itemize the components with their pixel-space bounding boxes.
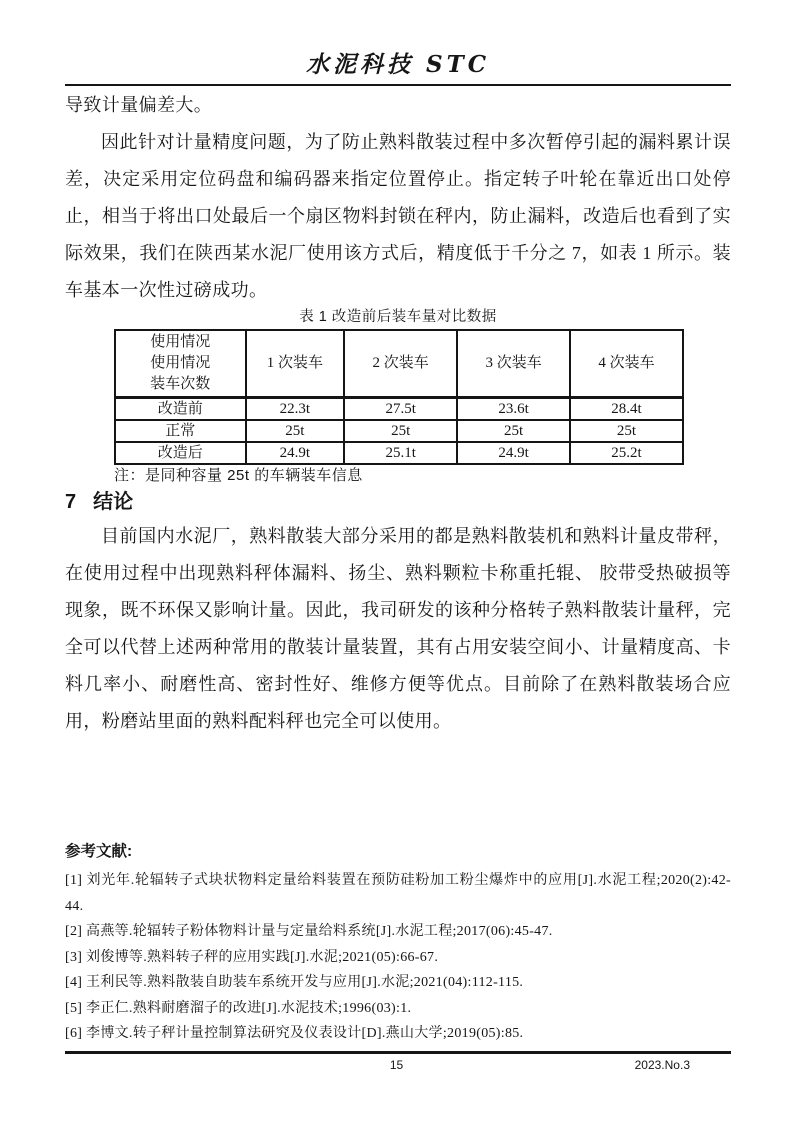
column-header: 4 次装车: [570, 330, 683, 397]
cell-value: 25t: [457, 420, 570, 442]
reference-item: [5] 李正仁.熟料耐磨溜子的改进[J].水泥技术;1996(03):1.: [65, 1000, 412, 1016]
cell-value: 25.2t: [570, 442, 683, 464]
cell-value: 23.6t: [457, 397, 570, 420]
table-header-row: [115, 330, 683, 397]
page-number: 15: [389, 1058, 404, 1072]
column-header: 1 次装车: [246, 330, 345, 397]
row-label: 正常: [115, 420, 246, 442]
reference-item: [3] 刘俊博等.熟料转子秤的应用实践[J].水泥;2021(05):66-67.: [65, 949, 439, 965]
table-row: [115, 442, 683, 464]
cell-value: 24.9t: [246, 442, 345, 464]
section-number: 7: [65, 491, 77, 513]
reference-item: [2] 高燕等.轮辐转子粉体物料计量与定量给料系统[J].水泥工程;2017(06):45-47.: [65, 924, 553, 939]
cell-value: 25t: [570, 420, 683, 442]
intro-paragraph: 因此针对计量精度问题，为了防止熟料散装过程中多次暂停引起的漏料累计误差，决定采用定位码盘和编码器来指定位置停止。指定转子叶轮在靠近出口处停止，相当于将出口处最后一个扇区物料封锁在秤内，防止漏料，改造后也看到了实际效果，我们在陕西某水泥厂使用该方式后，精度低于千分之 7，如表 1 所示。装车基本一次性过磅成功。: [65, 132, 731, 300]
corner-line: 使用情况: [150, 354, 211, 371]
intro-section: [65, 87, 731, 309]
column-header: 2 次装车: [344, 330, 457, 397]
comparison-table: [114, 329, 684, 465]
table-caption: 表 1 改造前后装车量对比数据: [299, 309, 497, 325]
section-title: 结论: [93, 491, 134, 513]
cell-value: 27.5t: [344, 397, 457, 420]
comparison-table-wrap: [114, 329, 684, 465]
table-corner-cell: [115, 330, 246, 397]
cell-value: 24.9t: [457, 442, 570, 464]
cell-value: 22.3t: [246, 397, 345, 420]
cell-value: 25t: [344, 420, 457, 442]
cell-value: 28.4t: [570, 397, 683, 420]
corner-line: 装车次数: [150, 375, 211, 392]
intro-continued-line: 导致计量偏差大。: [65, 95, 213, 115]
reference-item: [1] 刘光年.轮辐转子式块状物料定量给料装置在预防硅粉加工粉尘爆炸中的应用[J].水泥工程;2020(2):42-44.: [65, 873, 731, 914]
conclusion-paragraph: 目前国内水泥厂，熟料散装大部分采用的都是熟料散装机和熟料计量皮带秤，在使用过程中出现熟料秤体漏料、扬尘、熟料颗粒卡称重托辊、 胶带受热破损等现象，既不环保又影响计量。因此，我司研发的该种分格转子熟料散装计量秤，完全可以代替上述两种常用的散装计量装置，其有占用安装空间小、计量精度高、卡料几率小、耐磨性高、密封性好、维修方便等优点。目前除了在熟料散装场合应用，粉磨站里面的熟料配料秤也完全可以使用。: [65, 526, 731, 731]
references-heading: 参考文献:: [65, 843, 133, 860]
reference-item: [4] 王利民等.熟料散装自助装车系统开发与应用[J].水泥;2021(04):112-115.: [65, 975, 524, 990]
cell-value: 25.1t: [344, 442, 457, 464]
table-row: [115, 420, 683, 442]
row-label: 改造前: [115, 397, 246, 420]
journal-title: 水泥科技 STC: [305, 51, 491, 78]
cell-value: 25t: [246, 420, 345, 442]
section-heading: [65, 485, 133, 514]
corner-line: 使用情况: [150, 333, 211, 350]
header-rule: [65, 84, 731, 86]
conclusion-section: [65, 518, 731, 740]
reference-item: [6] 李博文.转子秤计量控制算法研究及仪表设计[D].燕山大学;2019(05):85.: [65, 1026, 524, 1041]
table-row: [115, 397, 683, 420]
references-section: [65, 839, 731, 1047]
column-header: 3 次装车: [457, 330, 570, 397]
row-label: 改造后: [115, 442, 246, 464]
table-note: 注：是同种容量 25t 的车辆装车信息: [114, 467, 363, 484]
footer-rule: [65, 1051, 731, 1054]
issue-number: 2023.No.3: [634, 1058, 690, 1072]
